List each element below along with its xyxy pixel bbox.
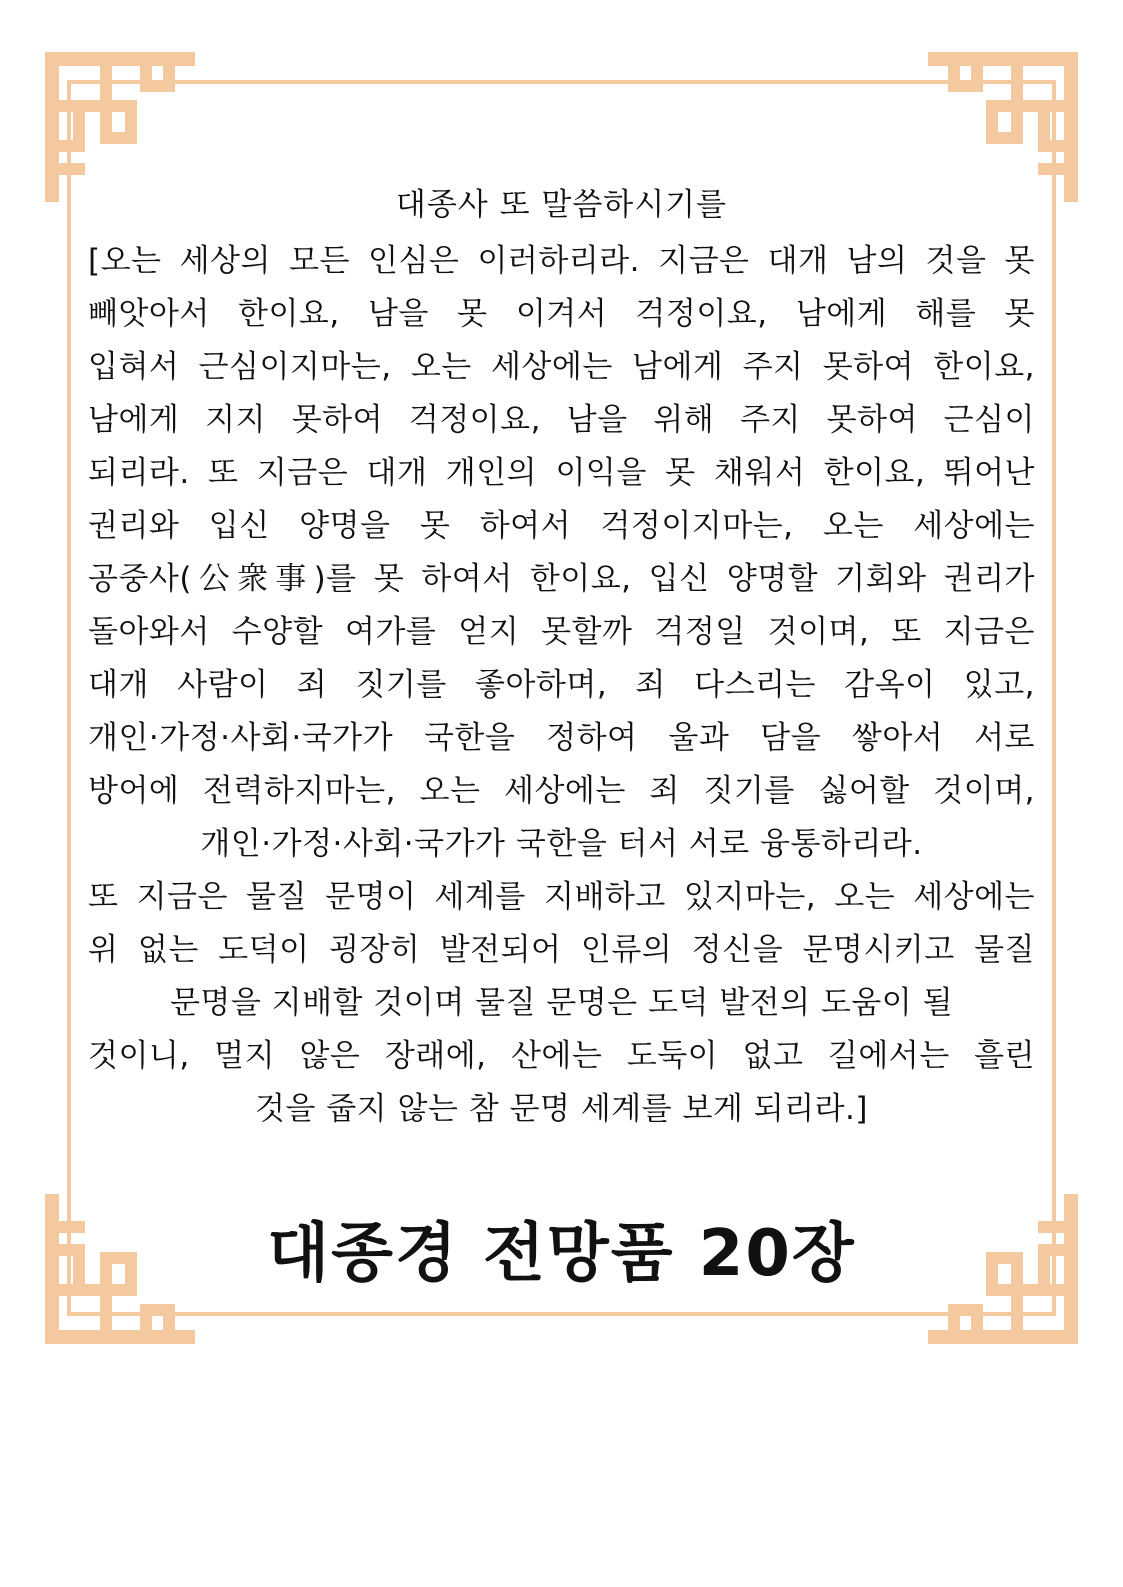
document-heading: 대종사 또 말씀하시기를 bbox=[395, 187, 728, 223]
text-line-5: 되리라. 또 지금은 대개 개인의 이익을 못 채워서 한이요, 뛰어난 bbox=[88, 455, 1035, 491]
text-line-12: 개인·가정·사회·국가가 국한을 터서 서로 융통하리라. bbox=[200, 826, 923, 862]
text-line-15: 문명을 지배할 것이며 물질 문명은 도덕 발전의 도움이 될 bbox=[169, 985, 954, 1021]
document-body bbox=[88, 183, 1035, 1294]
text-line-17: 것을 줍지 않는 참 문명 세계를 보게 되리라.] bbox=[254, 1091, 868, 1127]
text-line-2: 빼앗아서 한이요, 남을 못 이겨서 걱정이요, 남에게 해를 못 bbox=[88, 296, 1035, 332]
scripture-text bbox=[88, 235, 1035, 1136]
text-line-3: 입혀서 근심이지마는, 오는 세상에는 남에게 주지 못하여 한이요, bbox=[88, 349, 1035, 385]
text-line-16: 것이니, 멀지 않은 장래에, 산에는 도둑이 없고 길에서는 흘린 bbox=[88, 1038, 1035, 1074]
text-line-11: 방어에 전력하지마는, 오는 세상에는 죄 짓기를 싫어할 것이며, bbox=[88, 773, 1035, 809]
text-line-14: 위 없는 도덕이 굉장히 발전되어 인류의 정신을 문명시키고 물질 bbox=[88, 932, 1035, 968]
text-line-9: 대개 사람이 죄 짓기를 좋아하며, 죄 다스리는 감옥이 있고, bbox=[88, 667, 1035, 703]
text-line-8: 돌아와서 수양할 여가를 얻지 못할까 걱정일 것이며, 또 지금은 bbox=[88, 614, 1035, 650]
text-line-4: 남에게 지지 못하여 걱정이요, 남을 위해 주지 못하여 근심이 bbox=[88, 402, 1035, 438]
text-line-13: 또 지금은 물질 문명이 세계를 지배하고 있지마는, 오는 세상에는 bbox=[88, 879, 1035, 915]
source-citation: 대종경 전망품 20장 bbox=[267, 1217, 856, 1291]
text-line-7: 공중사(公衆事)를 못 하여서 한이요, 입신 양명할 기회와 권리가 bbox=[88, 561, 1035, 597]
text-line-10: 개인·가정·사회·국가가 국한을 정하여 울과 담을 쌓아서 서로 bbox=[88, 720, 1035, 756]
text-line-1: [오는 세상의 모든 인심은 이러하리라. 지금은 대개 남의 것을 못 bbox=[88, 243, 1035, 279]
text-line-6: 권리와 입신 양명을 못 하여서 걱정이지마는, 오는 세상에는 bbox=[88, 508, 1035, 544]
